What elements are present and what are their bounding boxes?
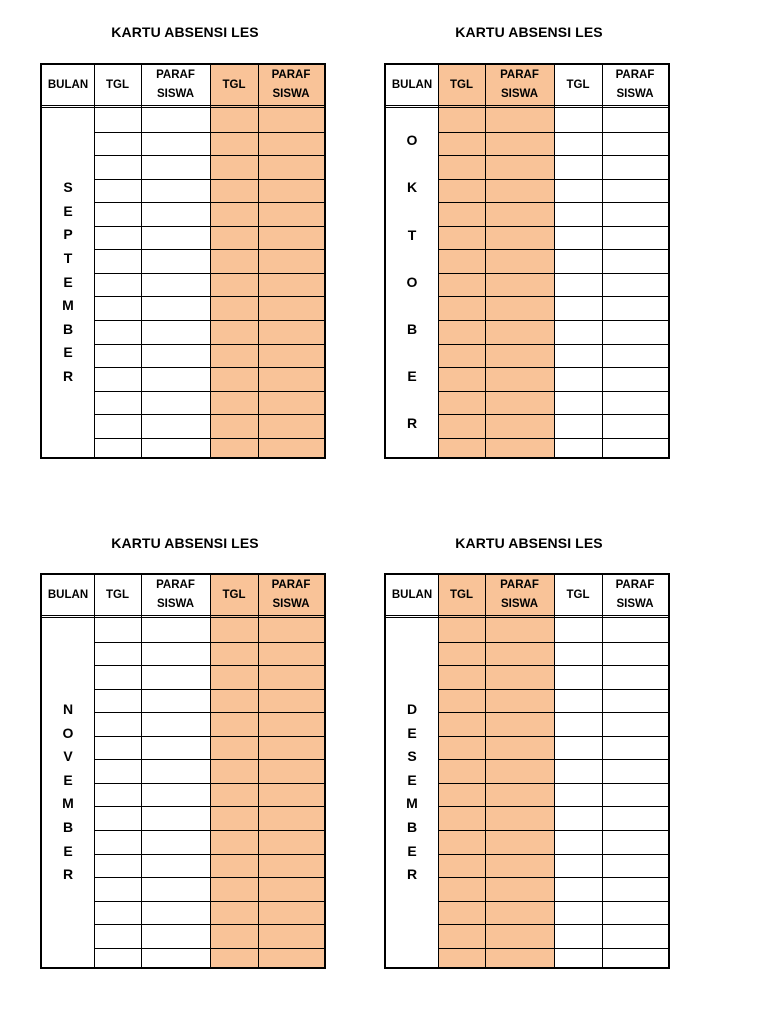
header-separator (386, 615, 668, 616)
header-tgl: TGL (222, 588, 246, 601)
table-row (438, 296, 668, 297)
header-separator (386, 107, 668, 108)
table-row (94, 179, 324, 180)
table-row (94, 665, 324, 666)
table-row (438, 689, 668, 690)
month-letter: E (63, 344, 73, 361)
month-letter: S (407, 748, 417, 765)
shaded-column (485, 575, 554, 967)
table-row (94, 736, 324, 737)
table-row (94, 226, 324, 227)
card-title: KARTU ABSENSI LES (455, 24, 603, 40)
table-row (94, 712, 324, 713)
table-row (438, 877, 668, 878)
header-bulan: BULAN (391, 78, 433, 91)
card-title: KARTU ABSENSI LES (455, 535, 603, 551)
month-letter: O (62, 724, 74, 741)
header-paraf-siswa: PARAF SISWA (271, 579, 311, 610)
month-letter: B (406, 819, 418, 836)
table-row (94, 783, 324, 784)
table-row (438, 830, 668, 831)
month-letter: E (63, 273, 73, 290)
shaded-column (438, 65, 485, 457)
column-divider (602, 65, 603, 457)
table-row (438, 665, 668, 666)
table-row (438, 783, 668, 784)
month-name (42, 176, 94, 388)
column-divider (141, 575, 142, 967)
table-row (438, 854, 668, 855)
header-paraf-siswa: PARAF SISWA (156, 69, 195, 100)
table-row (94, 132, 324, 133)
month-letter: M (62, 297, 74, 314)
month-letter: E (63, 202, 73, 219)
table-row (438, 273, 668, 274)
table-row (438, 901, 668, 902)
month-letter: V (63, 748, 73, 765)
table-row (438, 344, 668, 345)
column-divider (141, 65, 142, 457)
header-tgl: TGL (450, 588, 473, 601)
month-letter: E (407, 724, 417, 741)
table-row (94, 830, 324, 831)
table-row (94, 877, 324, 878)
shaded-column (210, 65, 258, 457)
table-row (438, 642, 668, 643)
table-row (94, 854, 324, 855)
month-letter: O (406, 132, 418, 149)
month-letter: E (63, 842, 73, 859)
header-paraf-siswa: PARAF SISWA (156, 579, 195, 610)
attendance-card-september (40, 63, 326, 459)
column-divider (258, 575, 259, 967)
header-separator (386, 617, 668, 618)
table-row (94, 273, 324, 274)
table-row (438, 414, 668, 415)
table-row (94, 642, 324, 643)
table-row (94, 759, 324, 760)
table-row (94, 367, 324, 368)
month-letter: R (406, 415, 418, 432)
card-title: KARTU ABSENSI LES (111, 24, 259, 40)
header-separator (42, 615, 324, 616)
header-paraf-siswa: PARAF SISWA (615, 69, 655, 100)
month-letter: M (62, 795, 74, 812)
header-tgl: TGL (222, 78, 246, 91)
column-divider (438, 575, 439, 967)
month-letter: D (406, 701, 418, 718)
table-row (438, 438, 668, 439)
table-row (94, 414, 324, 415)
header-separator (42, 105, 324, 106)
month-name (42, 698, 94, 887)
table-row (94, 202, 324, 203)
table-row (94, 924, 324, 925)
table-row (438, 132, 668, 133)
table-row (438, 948, 668, 949)
table-row (94, 901, 324, 902)
shaded-column (258, 65, 324, 457)
month-name (386, 698, 438, 887)
header-paraf-siswa: PARAF SISWA (500, 69, 539, 100)
month-letter: T (63, 250, 73, 267)
header-bulan: BULAN (47, 78, 89, 91)
table-row (438, 202, 668, 203)
header-paraf-siswa: PARAF SISWA (615, 579, 655, 610)
month-letter: E (407, 368, 417, 385)
shaded-column (258, 575, 324, 967)
attendance-card-november (40, 573, 326, 969)
month-letter: B (62, 320, 74, 337)
header-tgl: TGL (106, 588, 129, 601)
attendance-card-oktober (384, 63, 670, 459)
month-letter: N (62, 701, 74, 718)
table-row (438, 391, 668, 392)
table-row (94, 391, 324, 392)
column-divider (258, 65, 259, 457)
column-divider (554, 65, 555, 457)
column-divider (210, 65, 211, 457)
month-letter: E (407, 842, 417, 859)
column-divider (94, 575, 95, 967)
table-row (438, 806, 668, 807)
table-row (94, 806, 324, 807)
column-divider (602, 575, 603, 967)
card-title: KARTU ABSENSI LES (111, 535, 259, 551)
table-row (94, 438, 324, 439)
month-letter: P (63, 226, 73, 243)
month-letter: M (406, 795, 418, 812)
shaded-column (210, 575, 258, 967)
header-tgl: TGL (450, 78, 473, 91)
column-divider (210, 575, 211, 967)
table-row (438, 759, 668, 760)
month-letter: S (63, 179, 73, 196)
table-row (438, 367, 668, 368)
table-row (438, 226, 668, 227)
month-letter: B (406, 321, 418, 338)
header-bulan: BULAN (47, 588, 89, 601)
column-divider (94, 65, 95, 457)
shaded-column (438, 575, 485, 967)
column-divider (485, 65, 486, 457)
table-row (94, 320, 324, 321)
table-row (438, 712, 668, 713)
table-row (94, 296, 324, 297)
table-row (438, 179, 668, 180)
header-separator (42, 107, 324, 108)
table-row (94, 249, 324, 250)
month-letter: R (62, 368, 74, 385)
month-letter: K (406, 179, 418, 196)
column-divider (485, 575, 486, 967)
table-row (438, 736, 668, 737)
month-name (386, 117, 438, 447)
header-paraf-siswa: PARAF SISWA (500, 579, 539, 610)
month-letter: R (406, 866, 418, 883)
table-row (94, 689, 324, 690)
month-letter: R (62, 866, 74, 883)
shaded-column (485, 65, 554, 457)
header-separator (386, 105, 668, 106)
month-letter: E (407, 771, 417, 788)
table-row (438, 924, 668, 925)
month-letter: E (63, 771, 73, 788)
column-divider (554, 575, 555, 967)
month-letter: T (407, 226, 417, 243)
table-row (438, 320, 668, 321)
header-tgl: TGL (566, 588, 590, 601)
table-row (438, 155, 668, 156)
month-letter: O (406, 273, 418, 290)
attendance-card-desember (384, 573, 670, 969)
table-row (94, 155, 324, 156)
month-letter: B (62, 819, 74, 836)
header-bulan: BULAN (391, 588, 433, 601)
header-tgl: TGL (566, 78, 590, 91)
header-paraf-siswa: PARAF SISWA (271, 69, 311, 100)
table-row (94, 344, 324, 345)
table-row (438, 249, 668, 250)
header-separator (42, 617, 324, 618)
header-tgl: TGL (106, 78, 129, 91)
column-divider (438, 65, 439, 457)
table-row (94, 948, 324, 949)
